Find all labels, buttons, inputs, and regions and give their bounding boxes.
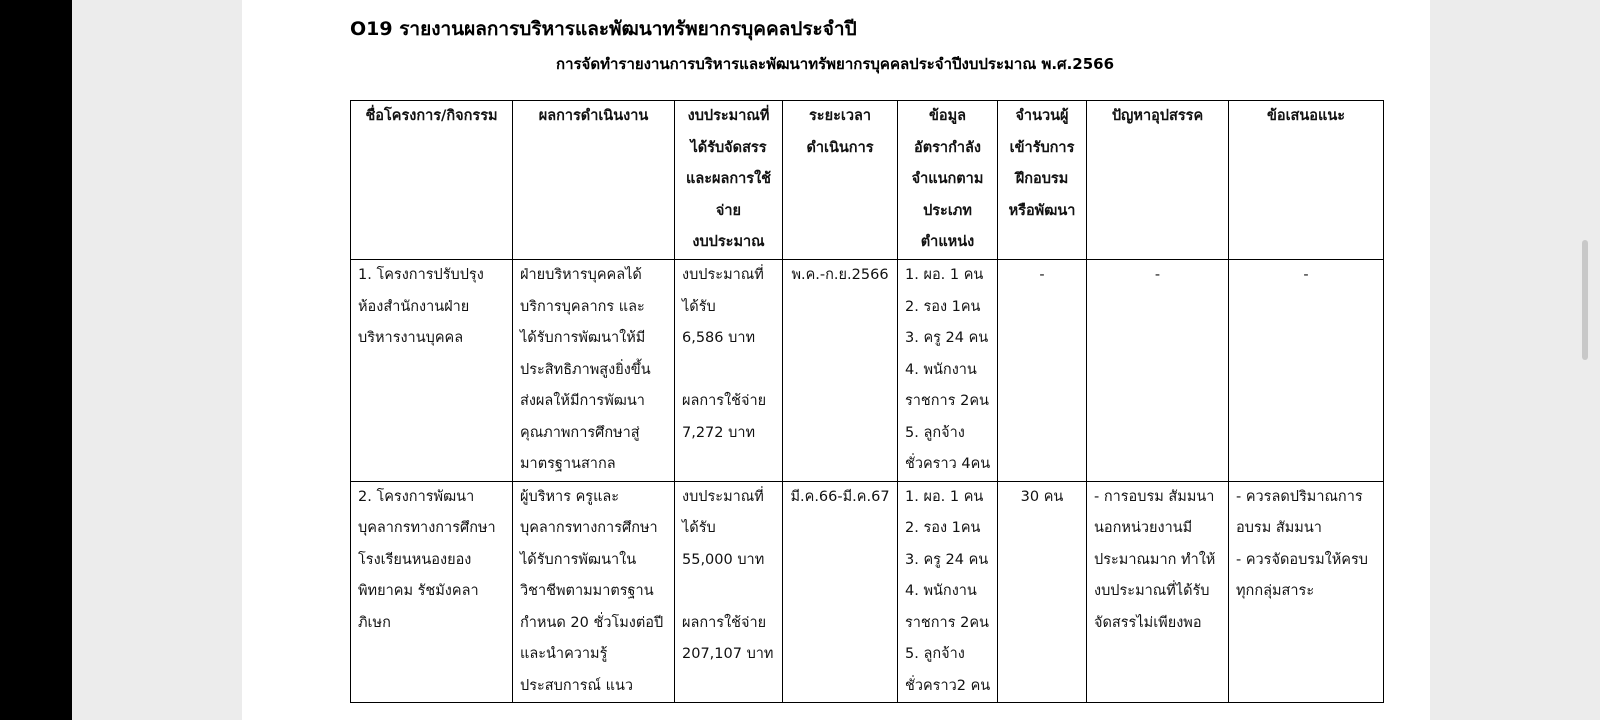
header-problems: ปัญหาอุปสรรค (1087, 101, 1229, 260)
cell-trainees: 30 คน (998, 481, 1087, 703)
document-title: O19 รายงานผลการบริหารและพัฒนาทรัพยากรบุคคลประจำปี (350, 18, 857, 40)
header-trainees: จำนวนผู้ เข้ารับการ ฝึกอบรม หรือพัฒนา (998, 101, 1087, 260)
table-header-row (351, 101, 1384, 260)
header-suggestions: ข้อเสนอแนะ (1229, 101, 1384, 260)
table-row (351, 260, 1384, 482)
header-result: ผลการดำเนินงาน (513, 101, 675, 260)
document-subtitle: การจัดทำรายงานการบริหารและพัฒนาทรัพยากรบุคคลประจำปีงบประมาณ พ.ศ.2566 (556, 55, 1115, 73)
cell-project: 2. โครงการพัฒนา บุคลากรทางการศึกษา โรงเรียนหนองยอง พิทยาคม รัชมังคลา ภิเษก (351, 481, 513, 703)
cell-period: มี.ค.66-มี.ค.67 (783, 481, 898, 703)
cell-budget: งบประมาณที่ ได้รับ 55,000 บาท ผลการใช้จ่าย 207,107 บาท (675, 481, 783, 703)
cell-staffing: 1. ผอ. 1 คน 2. รอง 1คน 3. ครู 24 คน 4. พนักงาน ราชการ 2คน 5. ลูกจ้าง ชั่วคราว 4คน (898, 260, 998, 482)
cell-suggestions: - ควรลดปริมาณการ อบรม สัมมนา - ควรจัดอบรมให้ครบ ทุกกลุ่มสาระ (1229, 481, 1384, 703)
header-budget: งบประมาณที่ ได้รับจัดสรร และผลการใช้ จ่าย งบประมาณ (675, 101, 783, 260)
left-black-margin (0, 0, 72, 720)
header-project: ชื่อโครงการ/กิจกรรม (351, 101, 513, 260)
header-staffing: ข้อมูล อัตรากำลัง จำแนกตาม ประเภท ตำแหน่ง (898, 101, 998, 260)
cell-result: ฝ่ายบริหารบุคคลได้ บริการบุคลากร และ ได้รับการพัฒนาให้มี ประสิทธิภาพสูงยิ่งขึ้น ส่งผลให้มีการพัฒนา คุณภาพการศึกษาสู่ มาตรฐานสากล (513, 260, 675, 482)
cell-suggestions: - (1229, 260, 1384, 482)
table-row (351, 481, 1384, 703)
cell-problems: - (1087, 260, 1229, 482)
cell-staffing: 1. ผอ. 1 คน 2. รอง 1คน 3. ครู 24 คน 4. พนักงาน ราชการ 2คน 5. ลูกจ้าง ชั่วคราว2 คน (898, 481, 998, 703)
cell-budget: งบประมาณที่ ได้รับ 6,586 บาท ผลการใช้จ่าย 7,272 บาท (675, 260, 783, 482)
cell-project: 1. โครงการปรับปรุง ห้องสำนักงานฝ่าย บริหารงานบุคคล (351, 260, 513, 482)
cell-period: พ.ค.-ก.ย.2566 (783, 260, 898, 482)
report-table (350, 100, 1384, 703)
cell-result: ผู้บริหาร ครูและ บุคลากรทางการศึกษา ได้รับการพัฒนาใน วิชาชีพตามมาตรฐาน กำหนด 20 ชั่วโมงต่อปี และนำความรู้ ประสบการณ์ แนว (513, 481, 675, 703)
vertical-scrollbar-thumb[interactable] (1582, 240, 1588, 360)
header-period: ระยะเวลา ดำเนินการ (783, 101, 898, 260)
cell-trainees: - (998, 260, 1087, 482)
cell-problems: - การอบรม สัมมนา นอกหน่วยงานมี ประมาณมาก ทำให้ งบประมาณที่ได้รับ จัดสรรไม่เพียงพอ (1087, 481, 1229, 703)
